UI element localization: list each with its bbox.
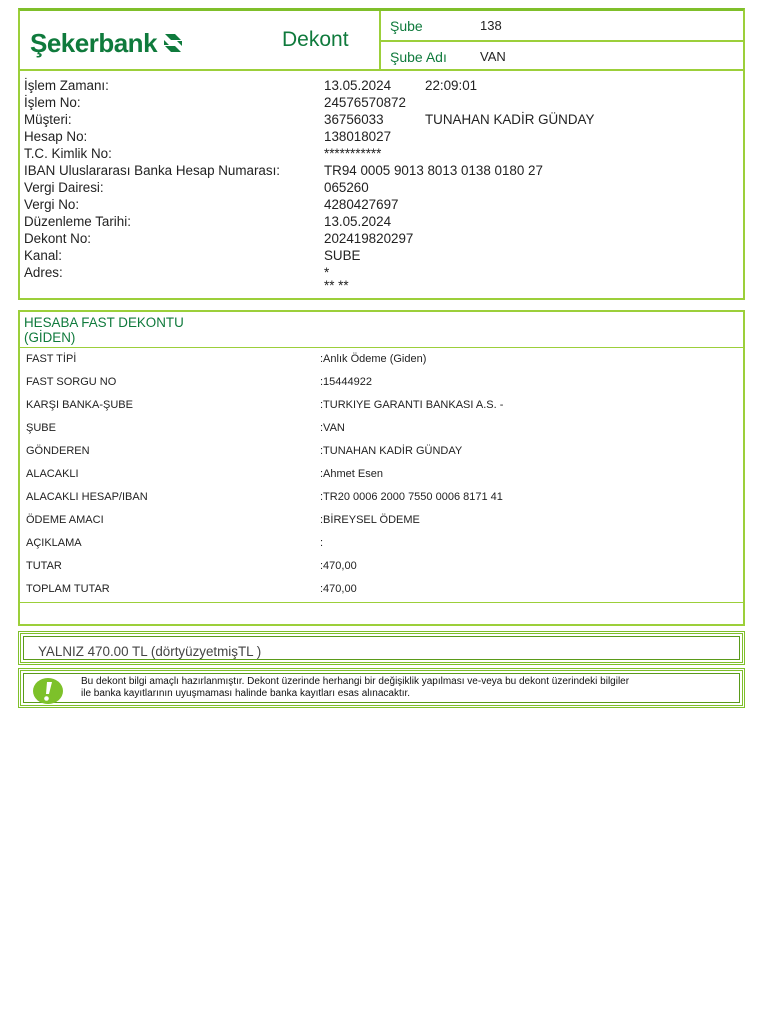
info-value: 138018027 [324, 129, 392, 144]
amount-in-words-box [18, 631, 745, 665]
table-row [26, 396, 743, 414]
fast-field-value: :Anlık Ödeme (Giden) [320, 353, 427, 365]
fast-receipt-section [18, 310, 745, 626]
branch-code-label: Şube [390, 18, 423, 34]
fast-field-value: : [320, 537, 324, 549]
info-value: TR94 0005 9013 8013 0138 0180 27 [324, 163, 543, 178]
table-row [26, 534, 743, 552]
fast-field-label: KARŞI BANKA-ŞUBE [26, 399, 133, 411]
info-label: Vergi No: [24, 197, 80, 212]
info-value: ** ** [324, 278, 349, 293]
amount-in-words-frame [23, 636, 740, 660]
fast-field-label: TUTAR [26, 560, 62, 572]
fast-title-line: HESABA FAST DEKONTU [24, 315, 184, 330]
info-value: * [324, 265, 330, 280]
disclaimer-frame [23, 673, 740, 703]
divider [20, 602, 743, 603]
info-label: Kanal: [24, 248, 62, 263]
fast-field-label: ALACAKLI [26, 468, 79, 480]
fast-title-line: (GİDEN) [24, 330, 76, 345]
info-label: Müşteri: [24, 112, 72, 127]
fast-field-value: :TURKIYE GARANTI BANKASI A.S. - [320, 399, 504, 411]
fast-field-label: FAST SORGU NO [26, 376, 117, 388]
info-value: 13.05.2024 [324, 214, 392, 229]
fast-field-value: :Ahmet Esen [320, 468, 383, 480]
info-label: Düzenleme Tarihi: [24, 214, 131, 229]
branch-name-value: VAN [480, 49, 506, 64]
info-label: T.C. Kimlik No: [24, 146, 112, 161]
transaction-info [18, 71, 745, 300]
bank-name: Şekerbank [30, 27, 158, 58]
info-label: Adres: [24, 265, 63, 280]
branch-box [379, 11, 743, 69]
table-row [26, 511, 743, 529]
sekerbank-logo-icon [161, 31, 185, 55]
exclamation-icon [32, 677, 64, 705]
info-label: Dekont No: [24, 231, 91, 246]
table-row [26, 488, 743, 506]
info-label: İşlem No: [24, 95, 81, 110]
branch-code-value: 138 [480, 18, 502, 33]
info-value: 24576570872 [324, 95, 406, 110]
info-extra-value: TUNAHAN KADİR GÜNDAY [425, 112, 595, 127]
fast-field-value: :TR20 0006 2000 7550 0006 8171 41 [320, 491, 503, 503]
fast-field-value: :VAN [320, 422, 345, 434]
branch-name-row [381, 40, 743, 71]
table-row [26, 465, 743, 483]
divider [20, 347, 743, 348]
receipt-header [18, 8, 745, 71]
document-title: Dekont [282, 28, 349, 51]
info-label: Hesap No: [24, 129, 88, 144]
disclaimer-text [81, 676, 721, 700]
info-extra-value: 22:09:01 [425, 78, 478, 93]
info-label: IBAN Uluslararası Banka Hesap Numarası: [24, 163, 281, 178]
info-value: 202419820297 [324, 231, 414, 246]
info-value: SUBE [324, 248, 361, 263]
table-row [26, 373, 743, 391]
info-label: İşlem Zamanı: [24, 78, 109, 93]
table-row [26, 557, 743, 575]
sekerbank-logo [30, 28, 185, 58]
branch-code-row [381, 11, 743, 40]
info-label: Vergi Dairesi: [24, 180, 104, 195]
fast-field-value: :BİREYSEL ÖDEME [320, 514, 420, 526]
fast-field-label: AÇIKLAMA [26, 537, 82, 549]
fast-field-label: GÖNDEREN [26, 445, 90, 457]
fast-field-value: :TUNAHAN KADİR GÜNDAY [320, 445, 463, 457]
info-value: *********** [324, 146, 382, 161]
table-row [26, 419, 743, 437]
info-value: 13.05.2024 [324, 78, 392, 93]
fast-field-label: ÖDEME AMACI [26, 514, 104, 526]
fast-field-label: TOPLAM TUTAR [26, 583, 110, 595]
fast-field-label: ALACAKLI HESAP/IBAN [26, 491, 148, 503]
fast-field-label: ŞUBE [26, 422, 56, 434]
info-value: 4280427697 [324, 197, 399, 212]
fast-field-value: :470,00 [320, 560, 357, 572]
disclaimer-box [18, 668, 745, 708]
disclaimer-line: ile banka kayıtlarının uyuşmaması halinde banka kayıtları esas alınacaktır. [81, 688, 411, 699]
amount-in-words: YALNIZ 470.00 TL (dörtyüzyetmişTL ) [38, 644, 262, 659]
fast-field-value: :15444922 [320, 376, 372, 388]
table-row [26, 580, 743, 598]
info-value: 36756033 [324, 112, 384, 127]
fast-section-title [24, 315, 224, 345]
fast-field-value: :470,00 [320, 583, 357, 595]
table-row [26, 350, 743, 368]
info-value: 065260 [324, 180, 369, 195]
fast-field-label: FAST TİPİ [26, 353, 77, 365]
disclaimer-line: Bu dekont bilgi amaçlı hazırlanmıştır. Dekont üzerinde herhangi bir değişiklik yapılması ve-veya bu dekont üzerindeki bilgiler [81, 676, 630, 687]
table-row [26, 442, 743, 460]
branch-name-label: Şube Adı [390, 49, 447, 65]
